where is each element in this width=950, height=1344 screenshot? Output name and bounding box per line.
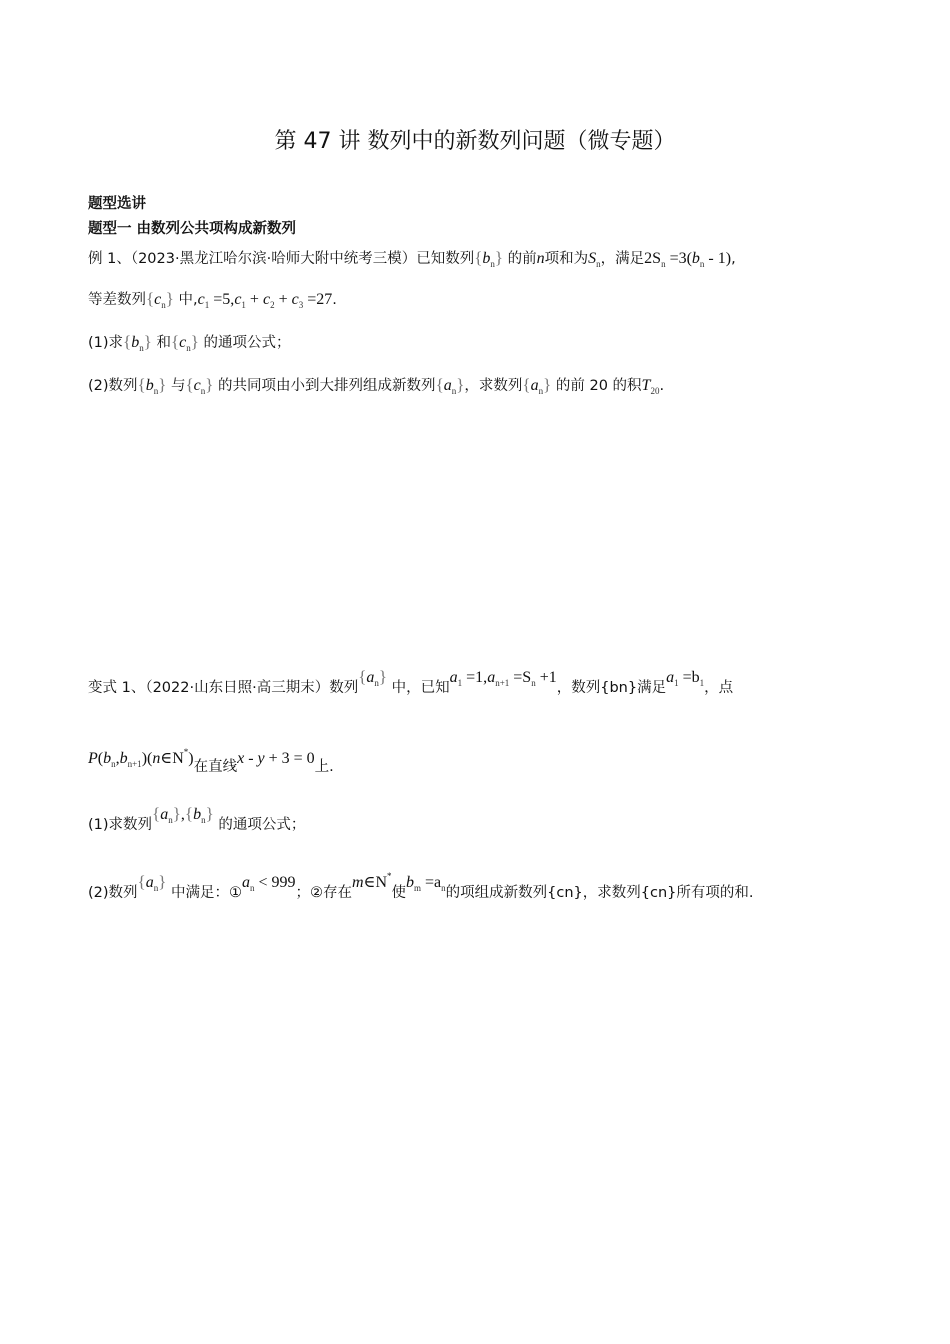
paragraph-line	[88, 246, 736, 276]
math-fragment: c	[291, 291, 299, 308]
math-fragment: P	[88, 750, 98, 767]
text-fragment: 例 1、（2023·黑龙江哈尔滨·哈师大附中统考三模）已知数列	[88, 251, 475, 267]
math-fragment: ,	[180, 806, 185, 823]
math-fragment: c	[234, 291, 242, 308]
math-fragment: a	[487, 669, 496, 686]
paragraph-line	[88, 330, 291, 360]
math-fragment: c	[154, 291, 162, 308]
text-fragment: 等差数列	[88, 292, 146, 308]
math-fragment: n	[139, 343, 144, 353]
text-fragment: (2)数列	[88, 885, 138, 901]
math-fragment: 2S	[644, 250, 662, 267]
math-fragment: {	[123, 332, 132, 351]
math-fragment: (	[97, 750, 104, 767]
math-fragment: =5,	[209, 291, 235, 308]
math-fragment: +1	[535, 669, 557, 686]
math-fragment: n	[441, 883, 446, 893]
math-fragment: a	[443, 377, 452, 394]
math-fragment: a	[530, 377, 539, 394]
math-fragment: b	[691, 250, 700, 267]
text-fragment: ，点	[704, 680, 734, 696]
math-fragment: =1,	[462, 669, 488, 686]
math-fragment: c	[262, 291, 271, 308]
math-fragment: =S	[509, 669, 532, 686]
math-fragment: {	[184, 804, 194, 823]
text-fragment: 项和为	[544, 251, 589, 267]
math-fragment: m	[352, 874, 364, 891]
math-fragment: n	[536, 250, 545, 267]
math-fragment: 1	[204, 300, 210, 310]
math-fragment: }	[494, 248, 504, 267]
math-fragment: {	[474, 248, 483, 267]
text-fragment: ,	[731, 251, 736, 267]
math-fragment: 1	[457, 678, 463, 688]
math-fragment: }	[205, 375, 214, 394]
math-fragment: a	[366, 669, 375, 686]
math-fragment: < 999	[254, 874, 296, 891]
math-fragment: 2	[270, 300, 275, 310]
paragraph-line	[88, 287, 337, 317]
text-fragment: (2)数列	[88, 378, 138, 394]
math-fragment: n	[531, 678, 536, 688]
math-fragment: n	[451, 386, 457, 396]
math-fragment: c	[193, 377, 201, 394]
math-fragment: }	[158, 872, 167, 891]
math-fragment: -	[244, 750, 258, 767]
math-fragment: b	[406, 874, 414, 891]
math-fragment: }	[190, 332, 199, 351]
text-fragment: .	[659, 378, 665, 394]
math-fragment: n	[153, 386, 159, 396]
text-fragment: 变式 1、（2022·山东日照·高三期末）数列	[88, 680, 359, 696]
math-fragment: b	[103, 750, 112, 767]
math-fragment: n	[168, 815, 173, 825]
math-fragment: S	[588, 250, 597, 267]
text-fragment: 的项组成新数列{cn}，求数列{cn}所有项的和.	[445, 885, 754, 901]
math-fragment: 3	[298, 300, 304, 310]
math-fragment: c	[197, 291, 205, 308]
math-fragment: )	[188, 750, 194, 767]
text-fragment: 和	[151, 335, 171, 351]
math-fragment: {	[152, 804, 161, 823]
text-fragment: 题型选讲	[88, 196, 146, 212]
math-fragment: ∈N	[160, 750, 184, 767]
math-fragment: n	[661, 259, 666, 269]
text-fragment: ，满足	[600, 251, 645, 267]
text-fragment: .	[332, 292, 337, 308]
text-fragment: ，数列{bn}满足	[556, 680, 667, 696]
math-fragment: - 1)	[704, 250, 732, 267]
math-fragment: b	[482, 250, 491, 267]
text-fragment: 的通项公式；	[198, 335, 291, 351]
math-fragment: =27	[303, 291, 333, 308]
math-fragment: *	[183, 747, 189, 757]
math-fragment: )	[141, 750, 148, 767]
math-fragment: n	[200, 386, 206, 396]
math-fragment: n	[152, 750, 161, 767]
math-fragment: n	[161, 300, 166, 310]
text-fragment: 题型一 由数列公共项构成新数列	[88, 221, 297, 237]
text-fragment: 的共同项由小到大排列组成新数列	[213, 378, 436, 394]
math-fragment: n	[201, 815, 206, 825]
text-fragment: 使	[391, 885, 406, 901]
math-fragment: =3(	[665, 250, 692, 267]
paragraph-line	[88, 740, 334, 776]
math-fragment: {	[171, 332, 180, 351]
text-fragment: (1)求数列	[88, 817, 153, 833]
math-fragment: 1	[674, 678, 679, 688]
math-fragment: }	[158, 375, 167, 394]
math-fragment: b	[119, 750, 128, 767]
math-fragment: *	[387, 871, 392, 881]
math-fragment: n	[186, 343, 191, 353]
math-fragment: n	[699, 259, 705, 269]
section-heading	[88, 217, 296, 241]
math-fragment: 1	[241, 300, 246, 310]
math-fragment: b	[145, 377, 154, 394]
paragraph-line	[88, 373, 664, 403]
text-fragment: 的前 20 的积	[551, 378, 642, 394]
math-fragment: b	[193, 806, 202, 823]
text-fragment: ，求数列	[464, 378, 523, 394]
text-fragment: 在直线	[193, 759, 238, 775]
math-fragment: a	[242, 874, 250, 891]
math-fragment: m	[414, 883, 422, 893]
paragraph-line	[88, 804, 306, 842]
math-fragment: {	[137, 872, 146, 891]
text-fragment: ；②存在	[295, 885, 353, 901]
page-title: 第 47 讲 数列中的新数列问题（微专题）	[274, 129, 676, 154]
text-fragment: 的通项公式；	[213, 817, 306, 833]
math-fragment: c	[179, 334, 187, 351]
math-fragment: {	[185, 375, 194, 394]
math-fragment: =a	[421, 874, 442, 891]
math-fragment: +	[274, 291, 292, 308]
math-fragment: }	[456, 375, 465, 394]
text-fragment: 中满足：①	[166, 885, 242, 901]
math-fragment: a	[160, 806, 169, 823]
math-fragment: T	[641, 377, 651, 394]
text-fragment: 中,	[173, 292, 198, 308]
math-fragment: }	[543, 375, 552, 394]
math-fragment: {	[146, 289, 155, 308]
section-heading	[88, 192, 146, 216]
math-fragment: 20	[650, 386, 660, 396]
math-fragment: n	[596, 259, 601, 269]
math-fragment: }	[378, 667, 388, 686]
math-fragment: {	[522, 375, 531, 394]
text-fragment: 中，已知	[387, 680, 450, 696]
math-fragment: a	[666, 669, 675, 686]
math-fragment: + 3 = 0	[264, 750, 315, 767]
math-fragment: y	[257, 750, 265, 767]
math-fragment: x	[237, 750, 245, 767]
math-fragment: {	[358, 667, 367, 686]
math-fragment: b	[131, 334, 140, 351]
math-fragment: +	[245, 291, 263, 308]
paragraph-line	[88, 667, 734, 705]
math-fragment: }	[172, 804, 181, 823]
math-fragment: ,	[115, 750, 120, 767]
math-fragment: n+1	[127, 759, 142, 769]
math-fragment: ∈N	[363, 874, 387, 891]
math-fragment: }	[143, 332, 152, 351]
math-fragment: n	[538, 386, 544, 396]
math-fragment: 1	[699, 678, 705, 688]
math-fragment: =b	[678, 669, 700, 686]
text-fragment: 的前	[503, 251, 537, 267]
math-fragment: {	[435, 375, 444, 394]
math-fragment: n	[111, 759, 116, 769]
text-fragment: 与	[166, 378, 186, 394]
math-fragment: (	[147, 750, 153, 767]
text-fragment: 上.	[314, 759, 334, 775]
math-fragment: n	[153, 883, 159, 893]
math-fragment: n	[374, 678, 379, 688]
math-fragment: n+1	[495, 678, 510, 688]
paragraph-line	[88, 871, 754, 910]
math-fragment: n	[250, 883, 255, 893]
math-fragment: {	[137, 375, 146, 394]
math-fragment: }	[205, 804, 214, 823]
math-fragment: n	[490, 259, 495, 269]
text-fragment: (1)求	[88, 335, 124, 351]
math-fragment: a	[449, 669, 458, 686]
math-fragment: a	[145, 874, 154, 891]
math-fragment: }	[165, 289, 174, 308]
